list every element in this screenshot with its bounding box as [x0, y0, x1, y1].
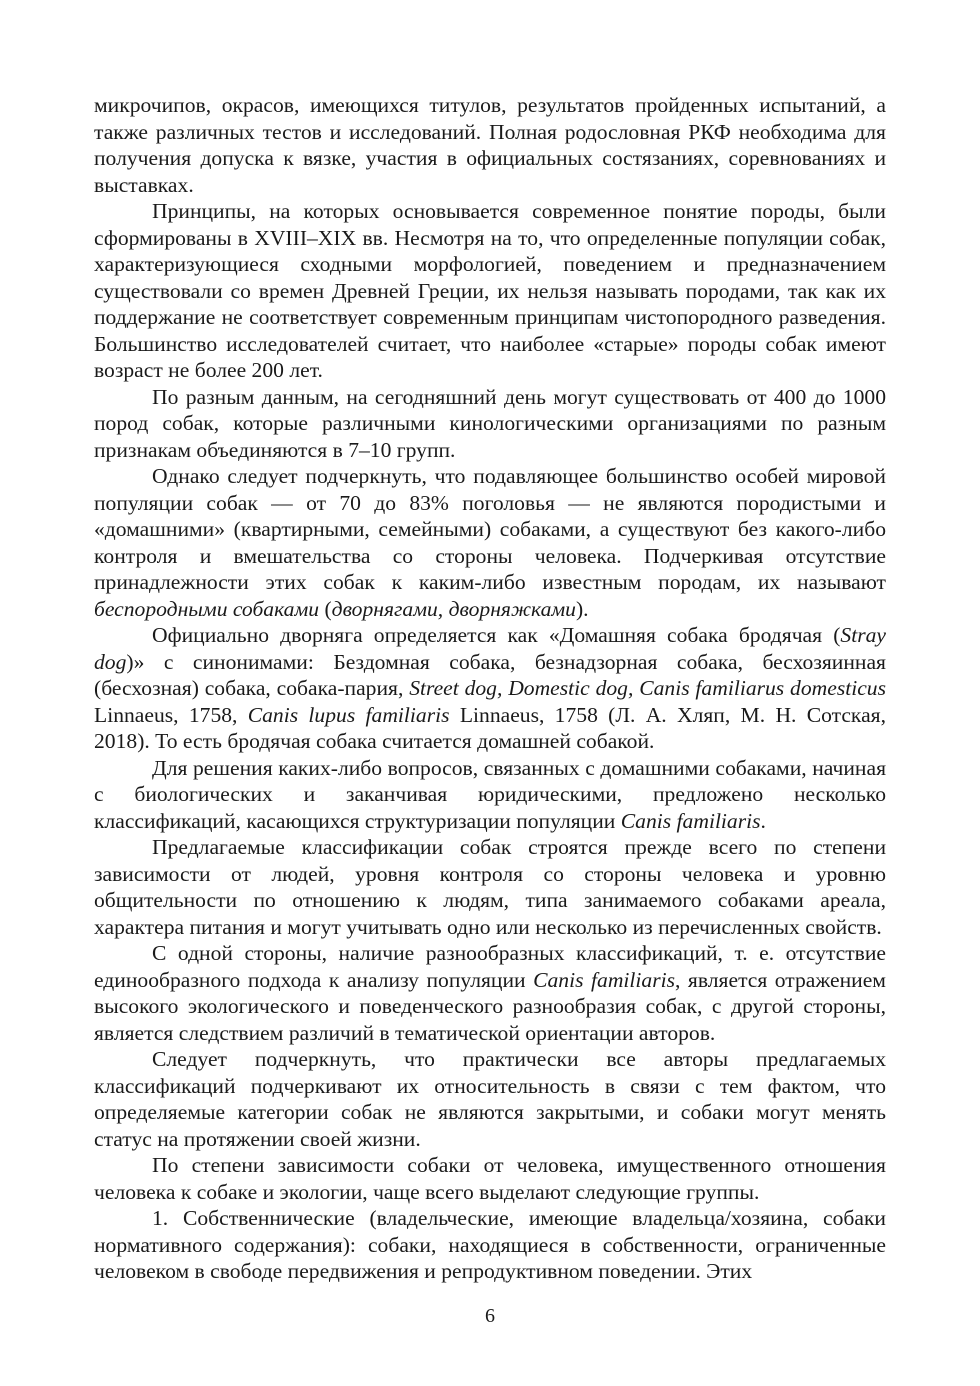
paragraph-6: Предлагаемые классификации собак строятся прежде всего по степени зависимости от людей, уровня контроля со стороны человека и уровню общительности по отношению к людям, типа занимаемого собаками ареала, характера питания и могут учитывать одно или несколько из перечисленных свойств.	[94, 835, 886, 939]
text-span: Linnaeus, 1758,	[94, 702, 248, 727]
italic-term: дворнягами, дворняжками	[331, 596, 576, 621]
text-span: Для решения каких-либо вопросов, связанных с домашними собаками, начиная с биологических и заканчивая юридическими, предложено несколько классификаций, касающихся структуризации популяции	[94, 755, 886, 833]
text-span: Linnaeus, 1758 (Л. А. Хляп, М. Н. Сотская, 2018). То есть бродячая собака считается домашней собакой.	[94, 702, 887, 753]
paragraph-8: Следует подчеркнуть, что практически все авторы предлагаемых классификаций подчеркивают их относительность в связи с тем фактом, что определяемые категории собак не являются закрытыми, и собаки могут менять статус на протяжении своей жизни.	[94, 1047, 886, 1151]
italic-term: Street dog, Domestic dog, Canis familiarus domesticus	[409, 676, 887, 700]
text-span: , является отражением высокого экологического и поведенческого разнообразия собак, с другой стороны, является следствием различий в тематической ориентации авторов.	[94, 967, 886, 1045]
text-span: Однако следует подчеркнуть, что подавляющее большинство особей мировой популяции собак — от 70 до 83% поголовья — не являются породистыми и «домашними» (квартирными, семейными) собаками, а существуют без какого-либо контроля и вмешательства со стороны человека. Подчеркивая отсутствие принадлежности этих собак к каким-либо известным породам, их называют	[94, 464, 886, 594]
text-span: С одной стороны, наличие разнообразных классификаций, т. е. отсутствие единообразного подхода к анализу популяции	[94, 941, 886, 992]
text-span: Официально дворняга определяется как «Домашняя собака бродячая (	[152, 623, 841, 647]
italic-term: Canis lupus familiaris	[247, 702, 450, 727]
paragraph-10: 1. Собственнические (владельческие, имеющие владельца/хозяина, собаки нормативного содержания): собаки, находящиеся в собственности, ограниченные человеком в свободе передвижения и репродуктивном поведении. Этих	[94, 1206, 886, 1283]
paragraph-2: По разным данным, на сегодняшний день могут существовать от 400 до 1000 пород собак, которые различными кинологическими организациями по разным признакам объединяются в 7–10 групп.	[94, 384, 886, 462]
paragraph-1: Принципы, на которых основывается современное понятие породы, были сформированы в XVIII–XIX вв. Несмотря на то, что определенные популяции собак, характеризующиеся сходными морфологией, поведением и предназначением существовали со времен Древней Греции, их нельзя называть породами, так как их поддержание не соответствует современным принципам чистопородного разведения. Большинство исследователей считает, что наиболее «старые» породы собак имеют возраст не более 200 лет.	[94, 199, 886, 382]
paragraph-0: микрочипов, окрасов, имеющихся титулов, результатов пройденных испытаний, а также различных тестов и исследований. Полная родословная РКФ необходима для получения допуска к вязке, участия в официальных состязаниях, соревнованиях и выставках.	[94, 93, 886, 197]
text-span: )» с синонимами: Бездомная собака, безнадзорная собака, бесхозяинная (бесхозная) собака, собака-пария,	[94, 649, 886, 700]
italic-term: Canis familiaris	[620, 808, 761, 833]
text-span: ).	[575, 596, 589, 621]
paragraph-7	[94, 940, 886, 1046]
italic-term: Stray dog	[94, 623, 886, 674]
page-body	[94, 92, 886, 1285]
text-span: .	[760, 808, 766, 833]
text-span: (	[319, 596, 332, 621]
paragraph-4	[94, 622, 886, 755]
paragraph-9: По степени зависимости собаки от человека, имущественного отношения человека к собаке и экологии, чаще всего выделают следующие группы.	[94, 1153, 886, 1204]
paragraph-5	[94, 755, 886, 835]
page-number: 6	[485, 1305, 495, 1327]
italic-term: беспородными собаками	[94, 596, 320, 621]
paragraph-3	[94, 463, 886, 622]
italic-term: Canis familiaris	[533, 967, 676, 992]
